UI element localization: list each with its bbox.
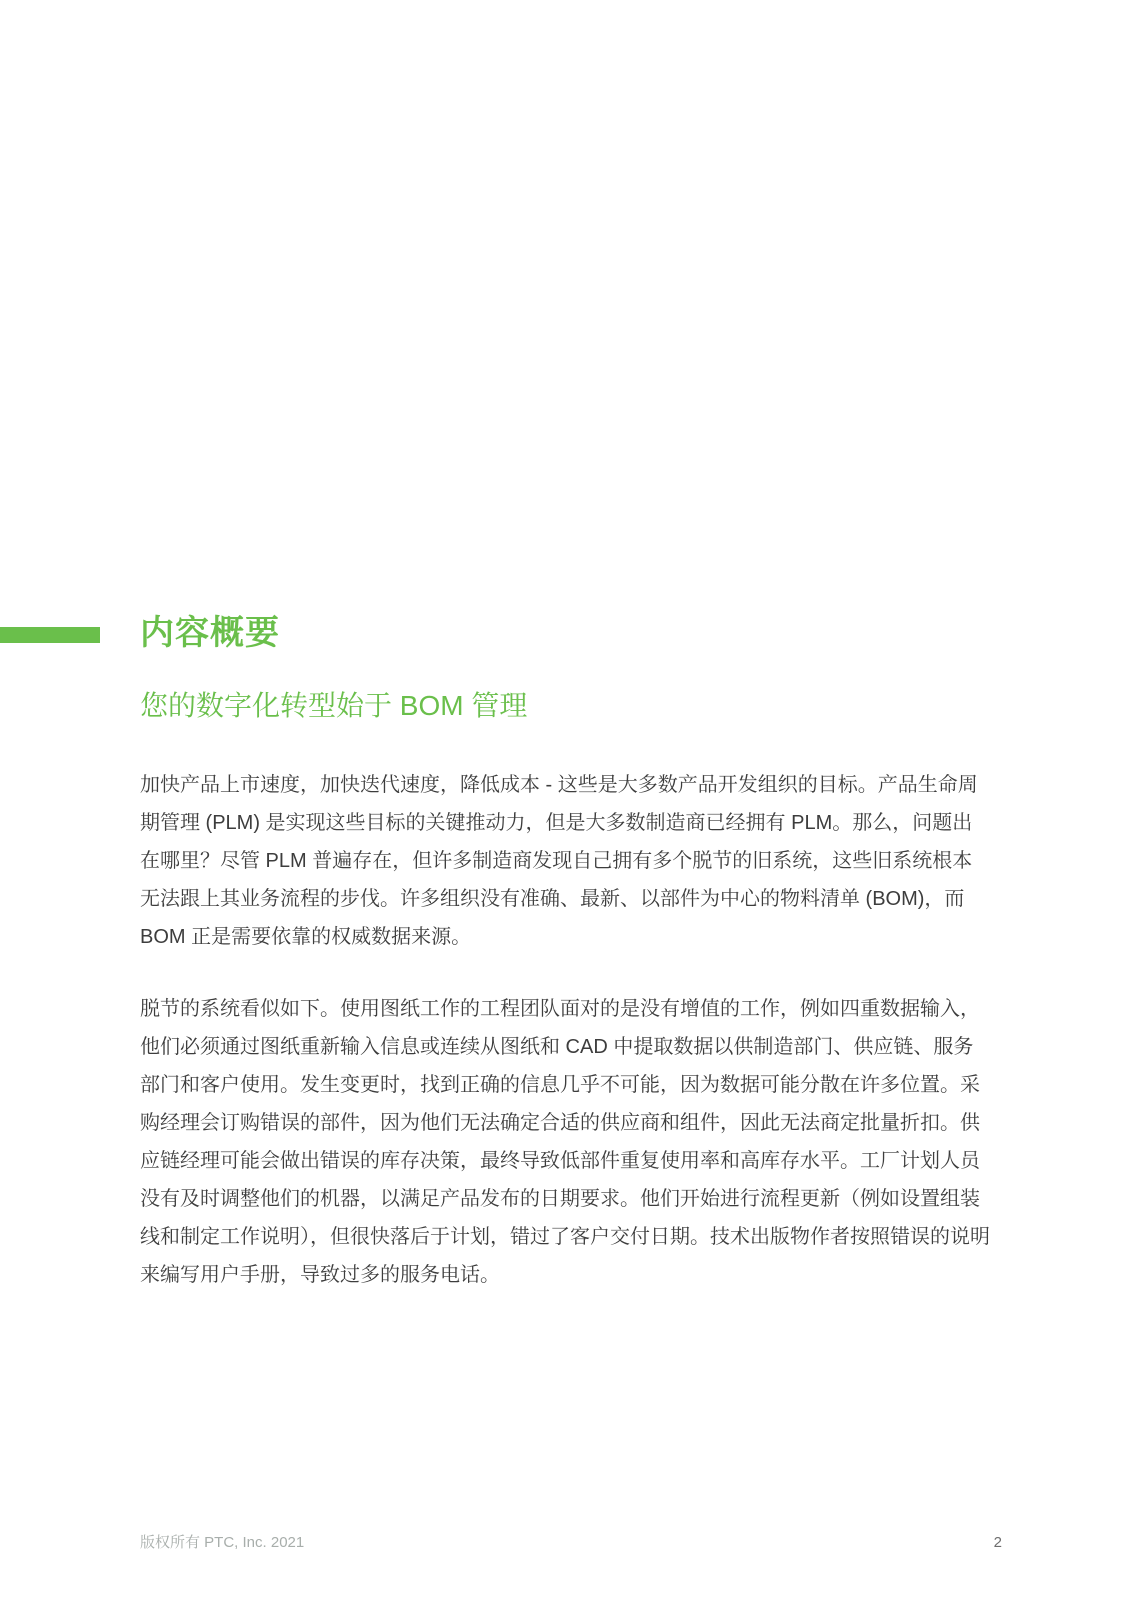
paragraph-1: 加快产品上市速度，加快迭代速度，降低成本 - 这些是大多数产品开发组织的目标。产品生命周期管理 (PLM) 是实现这些目标的关键推动力，但是大多数制造商已经拥有 PLM。那么，问题出在哪里？尽管 PLM 普遍存在，但许多制造商发现自己拥有多个脱节的旧系统，这些旧系统根本无法跟上其业务流程的步伐。许多组织没有准确、最新、以部件为中心的物料清单 (BOM)，而 BOM 正是需要依靠的权威数据来源。 <box>140 774 978 948</box>
page-footer <box>140 1531 1002 1552</box>
section-title: 内容概要 <box>140 614 280 652</box>
page-number: 2 <box>993 1534 1002 1551</box>
body-copy <box>140 766 992 1294</box>
paragraph-2: 脱节的系统看似如下。使用图纸工作的工程团队面对的是没有增值的工作，例如四重数据输入，他们必须通过图纸重新输入信息或连续从图纸和 CAD 中提取数据以供制造部门、供应链、服务部门和客户使用。发生变更时，找到正确的信息几乎不可能，因为数据可能分散在许多位置。采购经理会订购错误的部件，因为他们无法确定合适的供应商和组件，因此无法商定批量折扣。供应链经理可能会做出错误的库存决策，最终导致低部件重复使用率和高库存水平。工厂计划人员没有及时调整他们的机器，以满足产品发布的日期要求。他们开始进行流程更新（例如设置组装线和制定工作说明），但很快落后于计划，错过了客户交付日期。技术出版物作者按照错误的说明来编写用户手册，导致过多的服务电话。 <box>140 998 990 1286</box>
section-subtitle: 您的数字化转型始于 BOM 管理 <box>140 690 528 721</box>
copyright-text: 版权所有 PTC, Inc. 2021 <box>140 1534 305 1551</box>
section-accent-bar <box>0 627 100 643</box>
